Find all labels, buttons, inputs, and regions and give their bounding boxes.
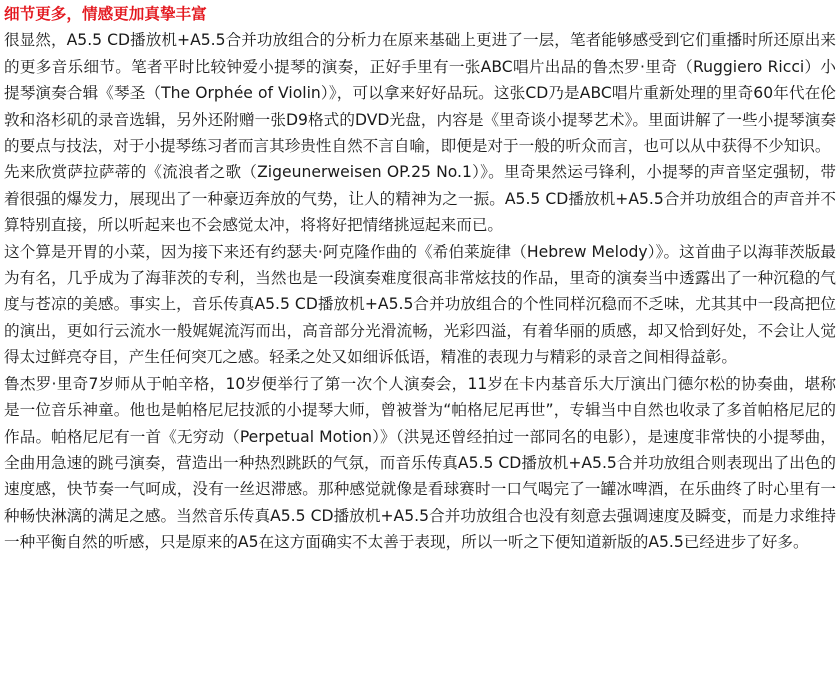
paragraph-4: 鲁杰罗·里奇7岁师从于帕辛格，10岁便举行了第一次个人演奏会，11岁在卡内基音乐大厅演出门德尔松的协奏曲，堪称是一位音乐神童。他也是帕格尼尼技派的小提琴大师，曾被誉为“帕格尼尼再世”，专辑当中自然也收录了多首帕格尼尼的作品。帕格尼尼有一首《无穷动（Perpetual Motion）》（洪晃还曾经拍过一部同名的电影），是速度非常快的小提琴曲，全曲用急速的跳弓演奏，营造出一种热烈跳跃的气氛，而音乐传真A5.5 CD播放机+A5.5合并功放组合则表现出了出色的速度感，快节奏一气呵成，没有一丝迟滞感。那种感觉就像是看球赛时一口气喝完了一罐冰啤酒，在乐曲终了时心里有一种畅快淋漓的满足之感。当然音乐传真A5.5 CD播放机+A5.5合并功放组合也没有刻意去强调速度及瞬变，而是力求维持一种平衡自然的听感，只是原来的A5在这方面确实不太善于表现，所以一听之下便知道新版的A5.5已经进步了好多。 (4, 374, 836, 552)
section-heading: 细节更多，情感更加真挚丰富 (4, 5, 207, 23)
paragraph-1: 很显然，A5.5 CD播放机+A5.5合并功放组合的分析力在原来基础上更进了一层，笔者能够感受到它们重播时所还原出来的更多音乐细节。笔者平时比较钟爱小提琴的演奏，正好手里有一张ABC唱片出品的鲁杰罗·里奇（Ruggiero Ricci）小提琴演奏合辑《琴圣（The Orphée of Violin）》，可以拿来好好品玩。这张CD乃是ABC唱片重新处理的里奇60年代在伦敦和洛杉矶的录音选辑，另外还附赠一张D9格式的DVD光盘，内容是《里奇谈小提琴艺术》。里面讲解了一些小提琴演奏的要点与技法，对于小提琴练习者而言其珍贵性自然不言自喻，即便是对于一般的听众而言，也可以从中获得不少知识。 (4, 31, 836, 156)
paragraph-2: 先来欣赏萨拉萨蒂的《流浪者之歌（Zigeunerweisen OP.25 No.1）》。里奇果然运弓锋利，小提琴的声音坚定强韧，带着很强的爆发力，展现出了一种豪迈奔放的气势，让人的精神为之一振。A5.5 CD播放机+A5.5合并功放组合的声音并不算特别直接，所以听起来也不会感觉太冲，将将好把情绪挑逗起来而已。 (4, 163, 836, 235)
paragraph-3: 这个算是开胃的小菜，因为接下来还有约瑟夫·阿克隆作曲的《希伯莱旋律（Hebrew Melody）》。这首曲子以海菲茨版最为有名，几乎成为了海菲茨的专利，当然也是一段演奏难度很高非常炫技的作品，里奇的演奏当中透露出了一种沉稳的气度与苍凉的美感。事实上，音乐传真A5.5 CD播放机+A5.5合并功放组合的个性同样沉稳而不乏味，尤其其中一段高把位的演出，更如行云流水一般娓娓流泻而出，高音部分光滑流畅，光彩四溢，有着华丽的质感，却又恰到好处，不会让人觉得太过鲜亮夺目，产生任何突兀之感。轻柔之处又如细诉低语，精准的表现力与精彩的录音之间相得益彰。 (4, 242, 836, 367)
article (4, 0, 836, 556)
